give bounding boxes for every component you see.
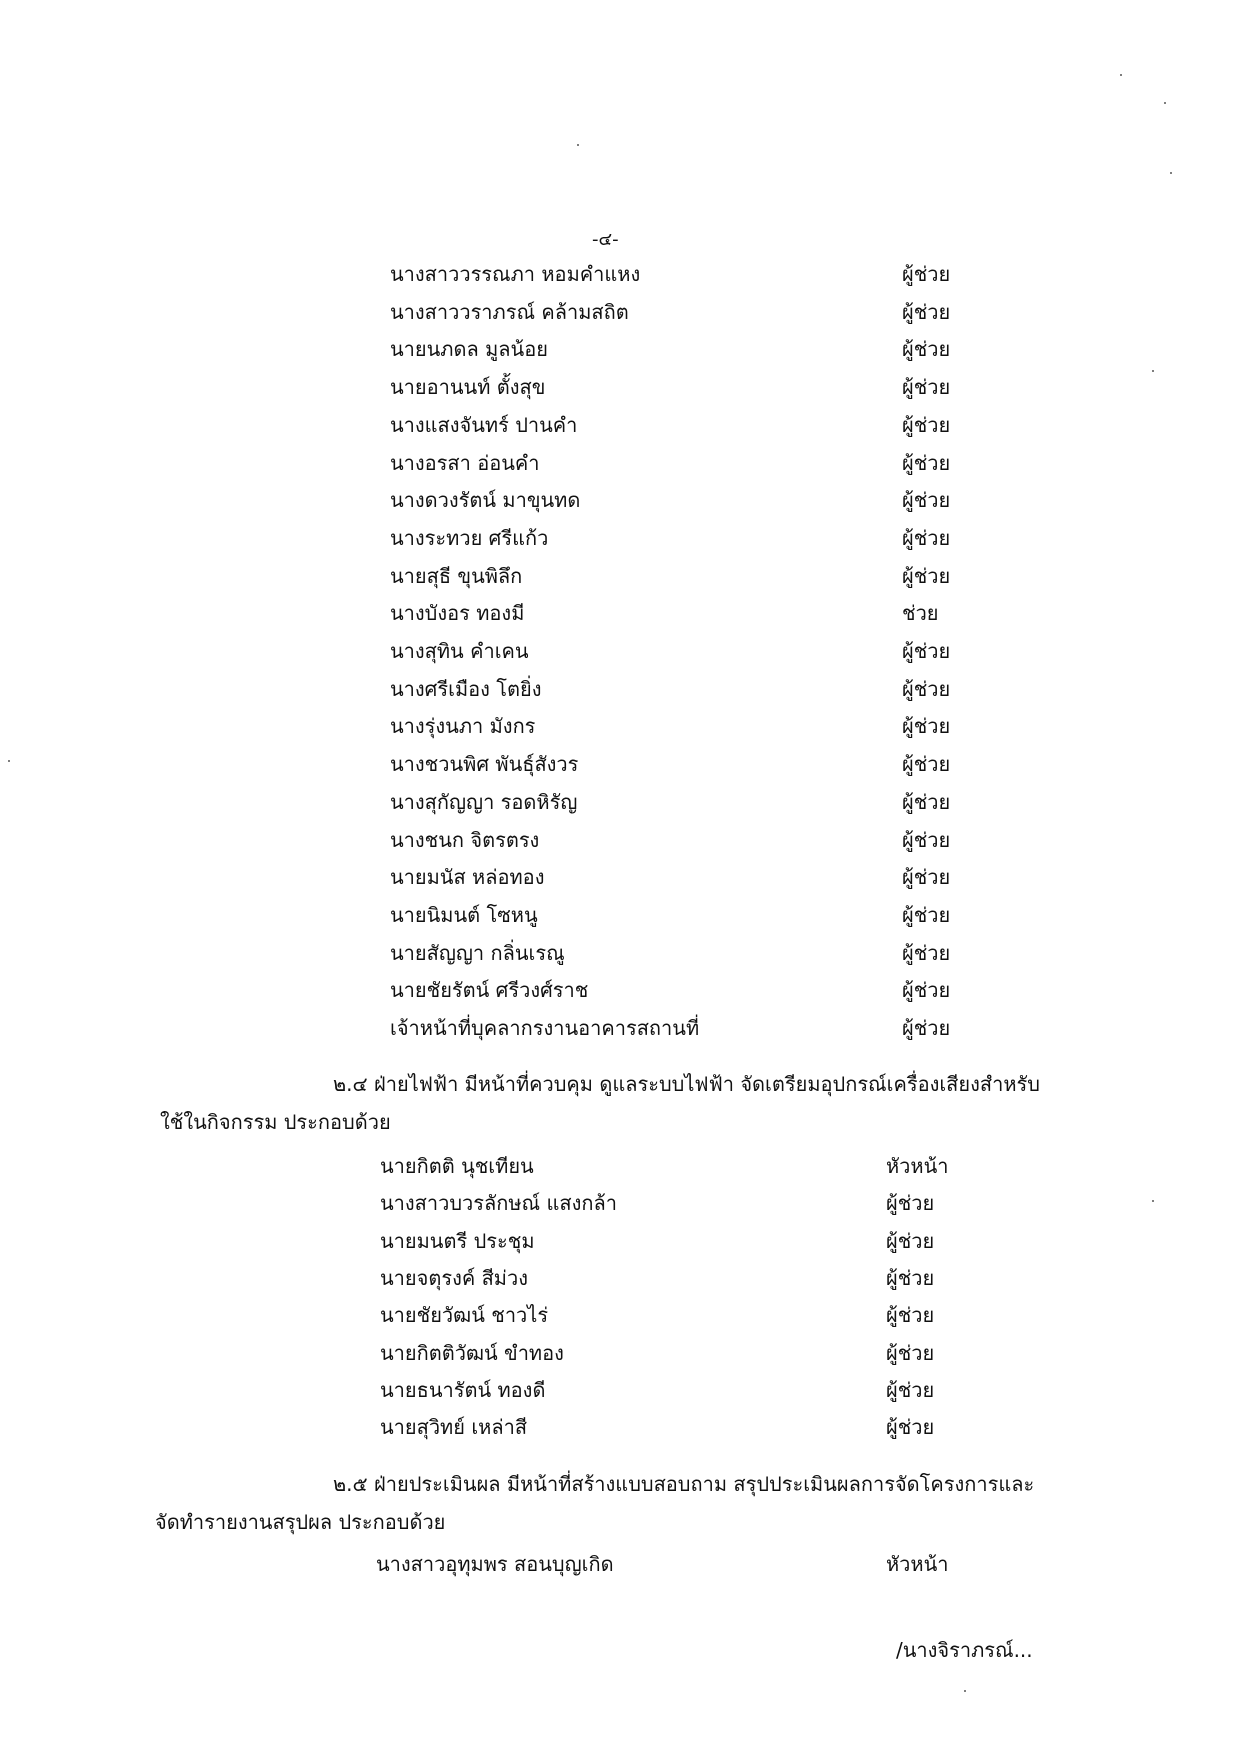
list-item xyxy=(0,1374,1239,1412)
member-role: ผู้ช่วย xyxy=(902,450,951,475)
scan-speck xyxy=(1152,370,1154,372)
member-name: นายอานนท์ ตั้งสุข xyxy=(390,375,546,400)
member-name: นายจตุรงค์ สีม่วง xyxy=(380,1265,528,1290)
footer-continuation: /นางจิราภรณ์... xyxy=(896,1638,1033,1662)
member-name: นายสัญญา กลิ่นเรณู xyxy=(390,940,565,965)
member-role: ผู้ช่วย xyxy=(902,375,951,400)
member-role: ผู้ช่วย xyxy=(902,488,951,513)
member-role: ผู้ช่วย xyxy=(902,412,951,437)
member-role: ผู้ช่วย xyxy=(902,902,951,927)
member-role: ผู้ช่วย xyxy=(902,714,951,739)
list-item xyxy=(0,371,1239,409)
list-item xyxy=(0,333,1239,371)
member-role: ผู้ช่วย xyxy=(886,1303,935,1328)
list-item xyxy=(0,1411,1239,1449)
scan-speck xyxy=(1120,74,1122,76)
scan-speck xyxy=(1164,102,1166,104)
member-name: นางศรีเมือง โตยิ่ง xyxy=(390,676,542,701)
list-item xyxy=(0,710,1239,748)
member-name: เจ้าหน้าที่บุคลากรงานอาคารสถานที่ xyxy=(390,1016,700,1040)
member-role: ผู้ช่วย xyxy=(902,639,951,663)
member-role: ช่วย xyxy=(902,601,939,626)
member-role: ผู้ช่วย xyxy=(902,337,951,362)
member-name: นายชัยวัฒน์ ชาวไร่ xyxy=(380,1303,549,1328)
list-item xyxy=(0,974,1239,1012)
list-item xyxy=(0,296,1239,334)
member-role: ผู้ช่วย xyxy=(886,1377,935,1402)
member-name: นายสุธี ขุนพิลึก xyxy=(390,563,523,588)
section-2-4-line1: ๒.๔ ฝ่ายไฟฟ้า มีหน้าที่ควบคุม ดูแลระบบไฟฟ้า จัดเตรียมอุปกรณ์เครื่องเสียงสำหรับ xyxy=(333,1072,1040,1096)
member-name: นายมนัส หล่อทอง xyxy=(390,865,545,890)
member-role: ผู้ช่วย xyxy=(902,940,951,965)
section-2-5-line1: ๒.๕ ฝ่ายประเมินผล มีหน้าที่สร้างแบบสอบถาม สรุปประเมินผลการจัดโครงการและ xyxy=(333,1472,1035,1496)
member-role: ผู้ช่วย xyxy=(902,789,951,814)
member-role: ผู้ช่วย xyxy=(902,827,951,852)
list-item xyxy=(0,635,1239,673)
member-role: ผู้ช่วย xyxy=(886,1340,935,1365)
list-item xyxy=(0,409,1239,447)
scan-speck xyxy=(577,144,579,146)
list-item xyxy=(0,1012,1239,1050)
member-name: นางสาวอุทุมพร สอนบุญเกิด xyxy=(376,1552,614,1576)
scan-speck xyxy=(8,760,10,762)
member-role: ผู้ช่วย xyxy=(902,676,951,701)
list-item xyxy=(0,258,1239,296)
section-2-5-line2: จัดทำรายงานสรุปผล ประกอบด้วย xyxy=(155,1510,446,1534)
member-role: ผู้ช่วย xyxy=(886,1265,935,1290)
member-name: นางอรสา อ่อนคำ xyxy=(390,450,540,475)
member-role: ผู้ช่วย xyxy=(886,1191,935,1216)
member-role: ผู้ช่วย xyxy=(902,752,951,777)
member-role: ผู้ช่วย xyxy=(902,299,951,324)
scan-speck xyxy=(964,1690,966,1692)
member-name: นายธนารัตน์ ทองดี xyxy=(380,1377,546,1402)
list-item xyxy=(0,484,1239,522)
member-name: นางสาวบวรลักษณ์ แสงกล้า xyxy=(380,1191,617,1216)
list-item xyxy=(0,1187,1239,1225)
member-role: หัวหน้า xyxy=(886,1154,949,1178)
member-name: นางรุ่งนภา มังกร xyxy=(390,714,536,739)
list-item xyxy=(0,824,1239,862)
list-item xyxy=(0,937,1239,975)
scan-speck xyxy=(1152,1200,1154,1202)
member-name: นางชวนพิศ พันธุ์สังวร xyxy=(390,752,579,777)
member-name: นายมนตรี ประชุม xyxy=(380,1228,535,1253)
member-role: ผู้ช่วย xyxy=(902,978,951,1003)
member-name: นางชนก จิตรตรง xyxy=(390,827,540,852)
member-role: ผู้ช่วย xyxy=(902,262,951,286)
member-role: ผู้ช่วย xyxy=(886,1415,935,1440)
list-item xyxy=(0,560,1239,598)
scan-speck xyxy=(1170,172,1172,174)
member-name: นางสาววราภรณ์ คล้ามสถิต xyxy=(390,299,629,324)
member-name: นางดวงรัตน์ มาขุนทด xyxy=(390,488,581,513)
list-item xyxy=(0,748,1239,786)
list-item xyxy=(0,522,1239,560)
list-item xyxy=(0,1262,1239,1300)
member-name: นางบังอร ทองมี xyxy=(390,601,525,626)
member-name: นางสุกัญญา รอดหิรัญ xyxy=(390,789,578,814)
member-name: นายนิมนต์ โซหนู xyxy=(390,902,538,927)
list-item xyxy=(0,1337,1239,1375)
list-item xyxy=(0,1548,1239,1586)
member-role: ผู้ช่วย xyxy=(902,865,951,890)
member-role: ผู้ช่วย xyxy=(886,1228,935,1253)
member-role: ผู้ช่วย xyxy=(902,525,951,550)
member-name: นายกิตติ นุชเทียน xyxy=(380,1154,534,1178)
list-item xyxy=(0,861,1239,899)
section-2-4-line2: ใช้ในกิจกรรม ประกอบด้วย xyxy=(160,1110,391,1134)
member-name: นางระทวย ศรีแก้ว xyxy=(390,525,549,550)
list-item xyxy=(0,447,1239,485)
member-name: นางแสงจันทร์ ปานคำ xyxy=(390,412,578,437)
member-name: นางสุทิน คำเคน xyxy=(390,639,529,663)
member-role: ผู้ช่วย xyxy=(902,1016,951,1040)
member-name: นายสุวิทย์ เหล่าสี xyxy=(380,1415,528,1440)
list-item xyxy=(0,673,1239,711)
member-role: หัวหน้า xyxy=(886,1552,949,1576)
list-item xyxy=(0,1299,1239,1337)
member-role: ผู้ช่วย xyxy=(902,563,951,588)
member-name: นายชัยรัตน์ ศรีวงศ์ราช xyxy=(390,978,589,1003)
member-name: นางสาววรรณภา หอมคำแหง xyxy=(390,262,641,286)
list-item xyxy=(0,597,1239,635)
list-item xyxy=(0,1150,1239,1188)
member-name: นายนภดล มูลน้อย xyxy=(390,337,548,362)
list-item xyxy=(0,786,1239,824)
list-item xyxy=(0,1225,1239,1263)
page-number: -๔- xyxy=(592,229,619,250)
member-name: นายกิตติวัฒน์ ขำทอง xyxy=(380,1340,564,1365)
list-item xyxy=(0,899,1239,937)
